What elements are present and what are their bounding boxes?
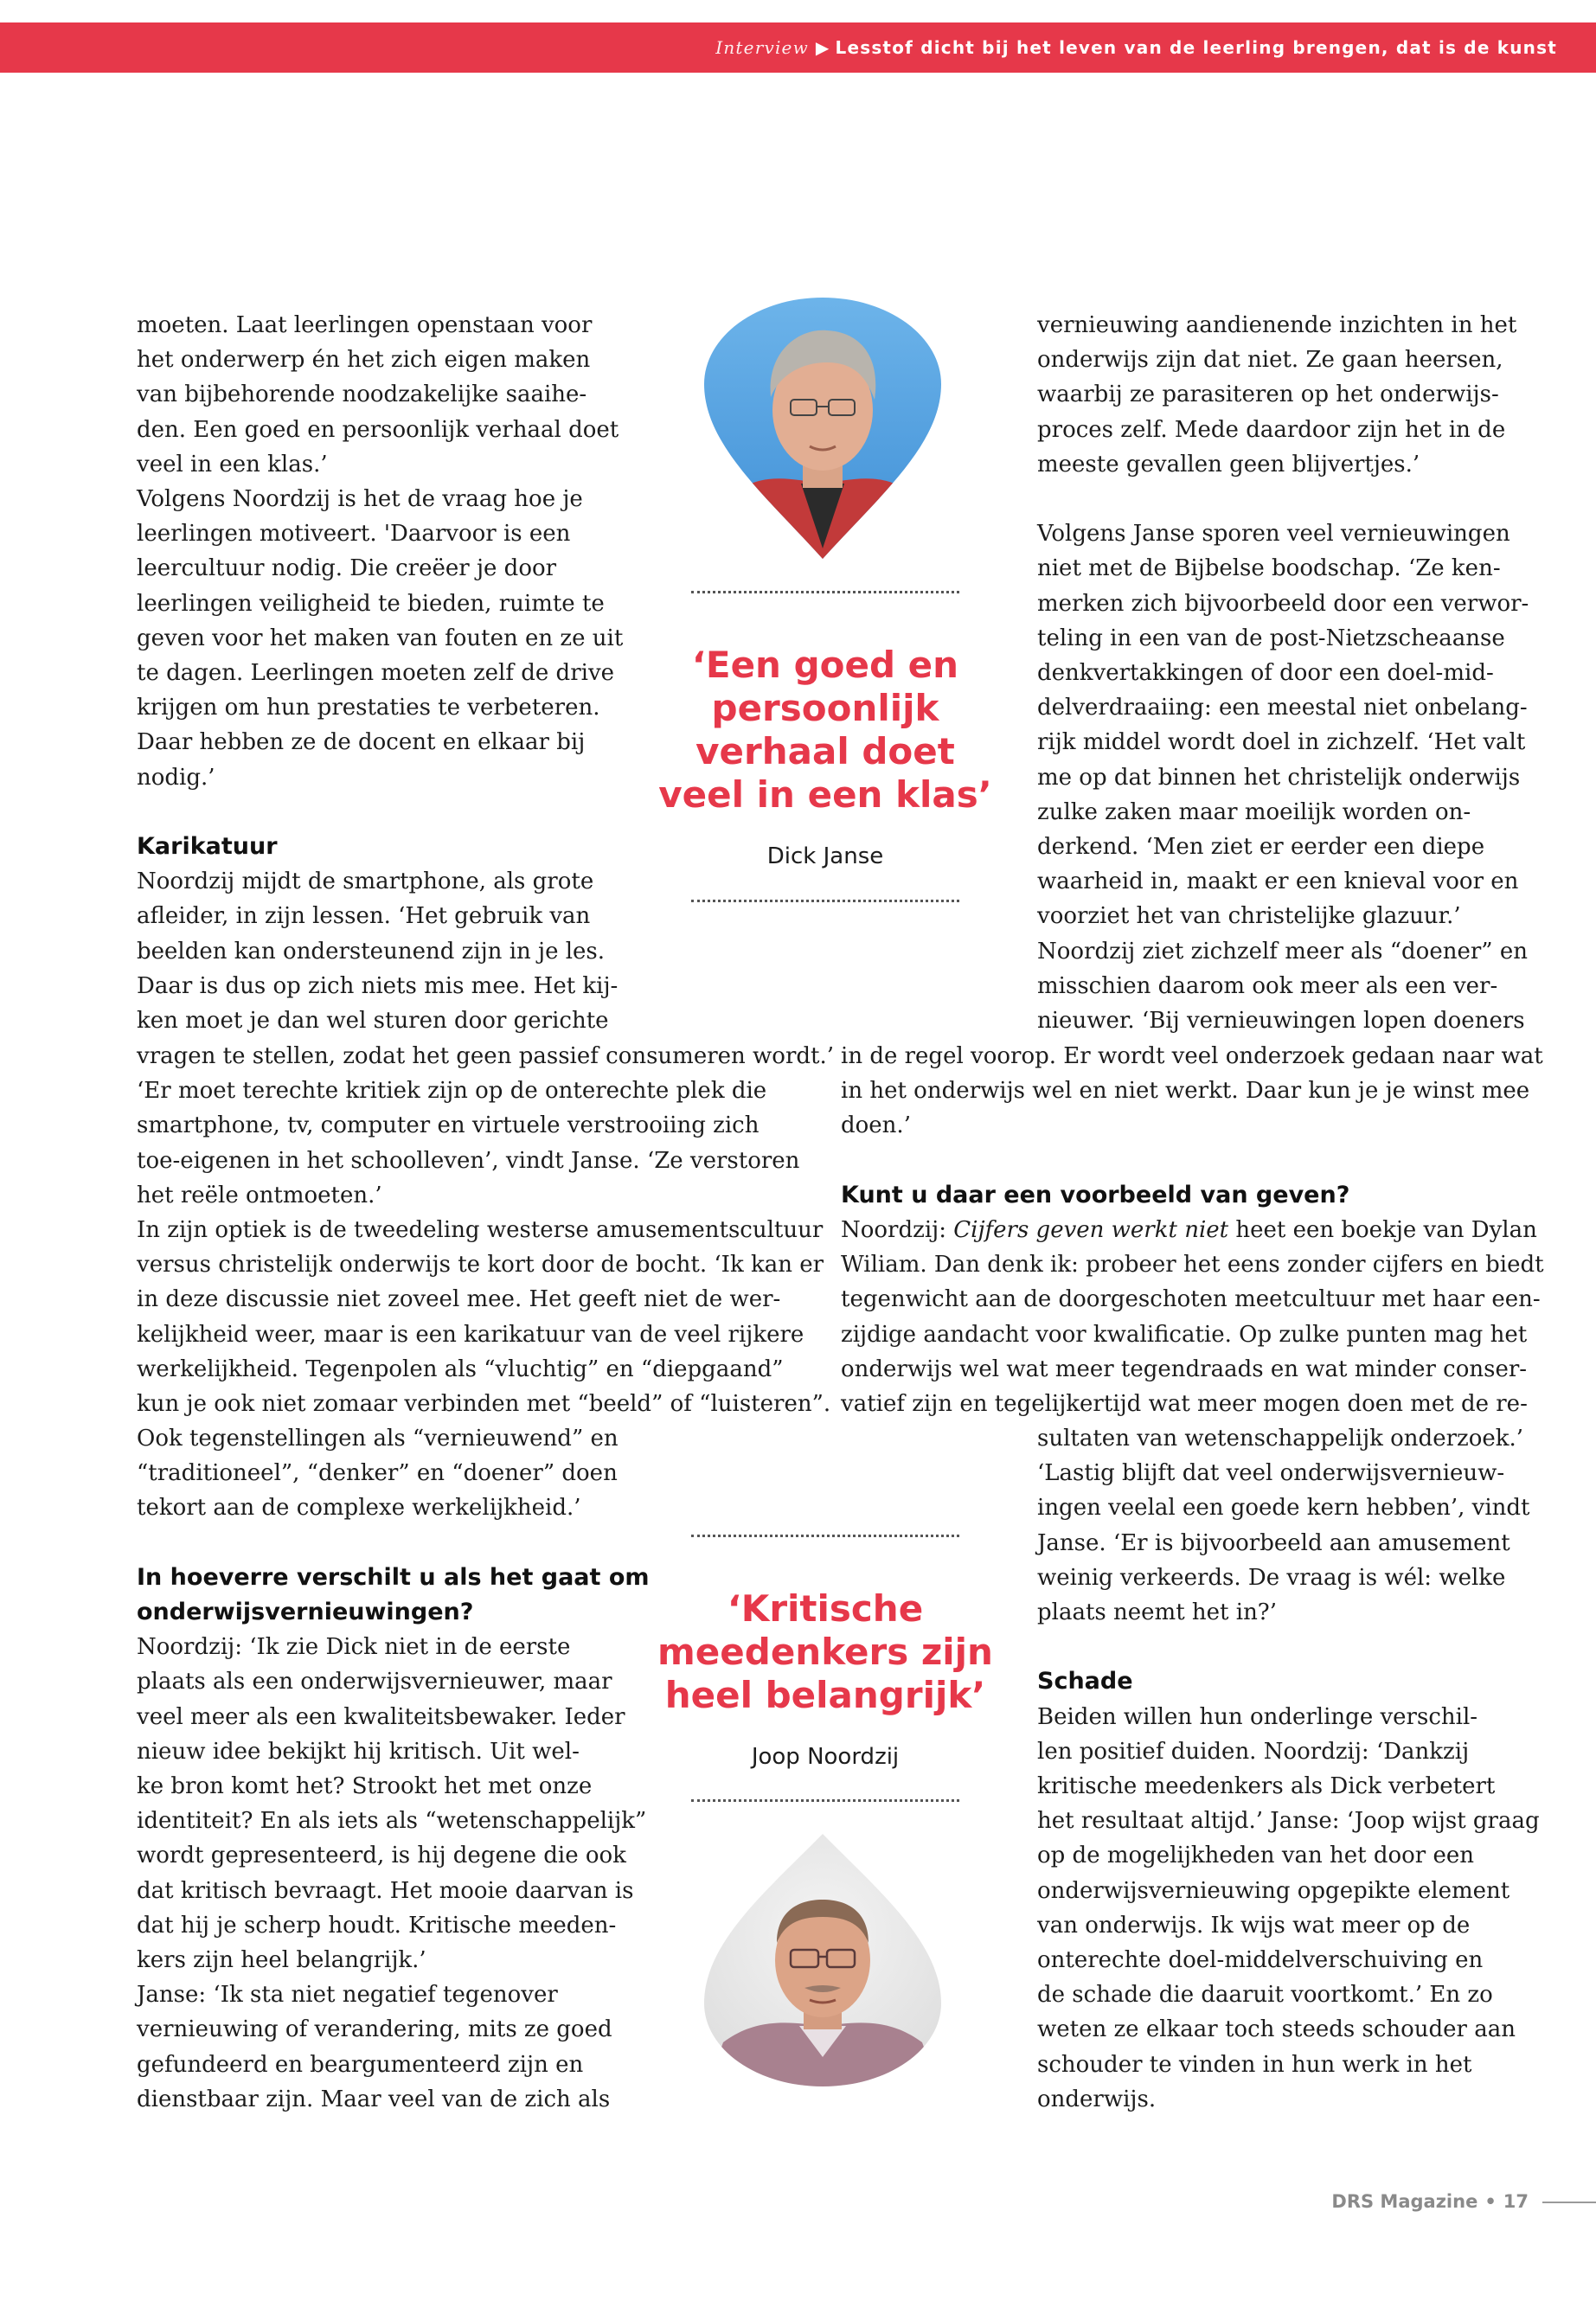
text-line: nieuwer. ‘Bij vernieuwingen lopen doeners [1037, 1008, 1525, 1035]
text-line: Noordzij: ‘Ik zie Dick niet in de eerste [137, 1634, 571, 1661]
portrait-joop-noordzij [697, 1830, 948, 2090]
article-title: Lesstof dicht bij het leven van de leerling brengen, dat is de kunst [835, 37, 1557, 58]
left-column-wide [137, 1039, 834, 1421]
text-line: het reële ontmoeten.’ [137, 1182, 382, 1208]
text-line: Janse: ‘Ik sta niet negatief tegenover [137, 1982, 558, 2009]
text-line: niet met de Bijbelse boodschap. ‘Ze ken- [1037, 555, 1501, 582]
text-line: Ook tegenstellingen als “vernieuwend” en [137, 1426, 619, 1452]
heading-verschil: In hoeverre verschilt u als het gaat om [137, 1563, 650, 1591]
quote-divider-bottom [691, 1799, 959, 1802]
text-line: veel in een klas.’ [137, 451, 328, 478]
text-line: onderwijsvernieuwing opgepikte element [1037, 1877, 1510, 1904]
text-line: weten ze elkaar toch steeds schouder aan [1037, 2016, 1516, 2043]
text-line: krijgen om hun prestaties te verbeteren. [137, 695, 600, 721]
text-line: Noordzij ziet zichzelf meer als “doener” en [1037, 938, 1528, 965]
quote-line: persoonlijk [711, 687, 939, 729]
text-span: heet een boekje van Dylan [1228, 1217, 1537, 1243]
text-line: Janse. ‘Er is bijvoorbeeld aan amusement [1037, 1529, 1510, 1556]
text-line: geven voor het maken van fouten en ze uit [137, 625, 624, 651]
text-line: versus christelijk onderwijs te kort door de bocht. ‘Ik kan er [137, 1252, 824, 1279]
text-line: veel meer als een kwaliteitsbewaker. Ieder [137, 1703, 625, 1730]
quote-line: ‘Kritische [727, 1587, 924, 1630]
text-line: Volgens Noordzij is het de vraag hoe je [137, 486, 583, 513]
heading-voorbeeld: Kunt u daar een voorbeeld van geven? [841, 1181, 1350, 1208]
arrow-right-icon: ▶ [815, 37, 830, 58]
text-line: leerlingen motiveert. 'Daarvoor is een [137, 521, 571, 548]
text-line: kritische meedenkers als Dick verbetert [1037, 1773, 1496, 1800]
paragraph-gap [137, 1526, 621, 1561]
text-line: merken zich bijvoorbeeld door een verwor- [1037, 590, 1529, 617]
text-line: op de mogelijkheden van het door een [1037, 1843, 1475, 1869]
paragraph-gap [137, 795, 621, 830]
text-line: len positief duiden. Noordzij: ‘Dankzij [1037, 1738, 1470, 1765]
text-line: plaats neemt het in?’ [1037, 1599, 1278, 1626]
page-number: 17 [1503, 2191, 1529, 2212]
text-line: waarbij ze parasiteren op het onderwijs- [1037, 381, 1499, 408]
text-line: van onderwijs. Ik wijs wat meer op de [1037, 1912, 1471, 1939]
header-content [715, 22, 1557, 73]
text-line: derkend. ‘Men ziet er eerder een diepe [1037, 834, 1485, 861]
text-line: Volgens Janse sporen veel vernieuwingen [1037, 521, 1510, 548]
text-span: Noordzij: [841, 1217, 954, 1243]
quote-divider-bottom [691, 900, 959, 902]
text-line: ‘Lastig blijft dat veel onderwijsvernieuw- [1037, 1460, 1505, 1487]
pull-quote-1 [635, 644, 1016, 817]
text-line: denkvertakkingen of door een doel-mid- [1037, 660, 1494, 687]
text-line: delverdraaiing: een meestal niet onbelang- [1037, 695, 1528, 721]
text-line: vragen te stellen, zodat het geen passief consumeren wordt.’ [137, 1043, 834, 1069]
right-column-bottom [1037, 1421, 1540, 2117]
text-line: ingen veelal een goede kern hebben’, vindt [1037, 1495, 1530, 1522]
portrait-dick-janse [697, 298, 948, 561]
text-line: den. Een goed en persoonlijk verhaal doet [137, 416, 619, 443]
text-line: beelden kan ondersteunend zijn in je les. [137, 938, 606, 965]
text-line: zijdige aandacht voor kwalificatie. Op zulke punten mag het [841, 1321, 1528, 1348]
text-line: identiteit? En als iets als “wetenschappelijk” [137, 1808, 647, 1835]
quote-divider-top [691, 591, 959, 593]
text-line: onderwijs wel wat meer tegendraads en wat minder conser- [841, 1356, 1528, 1382]
text-line [841, 1213, 1550, 1247]
quote-divider-top [691, 1535, 959, 1537]
text-line: in deze discussie niet zoveel mee. Het geeft niet de wer- [137, 1286, 781, 1313]
text-line: gefundeerd en beargumenteerd zijn en [137, 2051, 584, 2078]
magazine-name: DRS Magazine [1331, 2191, 1478, 2212]
text-line: smartphone, tv, computer en virtuele verstrooiing zich [137, 1112, 760, 1139]
paragraph-gap [1037, 1630, 1530, 1664]
heading-karikatuur: Karikatuur [137, 833, 278, 861]
right-column-top [1037, 308, 1529, 1038]
quote-author-1: Dick Janse [766, 843, 884, 869]
text-line: Wiliam. Dan denk ik: probeer het eens zonder cijfers en biedt [841, 1252, 1544, 1279]
text-line: “traditioneel”, “denker” en “doener” doen [137, 1460, 618, 1487]
section-label: Interview [715, 37, 809, 58]
quote-line: ‘Een goed en [691, 644, 959, 686]
header-bar [0, 22, 1596, 73]
quote-line: verhaal doet [695, 730, 955, 772]
text-line: de schade die daaruit voortkomt.’ En zo [1037, 1982, 1493, 2009]
text-line: leerlingen veiligheid te bieden, ruimte te [137, 590, 605, 617]
text-line: In zijn optiek is de tweedeling westerse amusementscultuur [137, 1217, 824, 1244]
text-line: kun je ook niet zomaar verbinden met “beeld” of “luisteren”. [137, 1391, 831, 1418]
text-line: zulke zaken maar moeilijk worden on- [1037, 798, 1471, 825]
text-line: ‘Er moet terechte kritiek zijn op de onterechte plek die [137, 1078, 767, 1105]
text-line: tegenwicht aan de doorgeschoten meetcultuur met haar een- [841, 1286, 1541, 1313]
text-line: het resultaat altijd.’ Janse: ‘Joop wijst graag [1037, 1808, 1540, 1835]
footer-rule [1542, 2202, 1596, 2203]
text-line: werkelijkheid. Tegenpolen als “vluchtig” en “diepgaand” [137, 1356, 784, 1382]
text-line: Beiden willen hun onderlinge verschil- [1037, 1703, 1478, 1730]
text-line: vernieuwing aandienende inzichten in het [1037, 312, 1517, 338]
text-line: misschien daarom ook meer als een ver- [1037, 972, 1498, 999]
text-line: wordt gepresenteerd, is hij degene die ook [137, 1843, 626, 1869]
text-line: toe-eigenen in het schoolleven’, vindt Janse. ‘Ze verstoren [137, 1147, 800, 1174]
text-line: waarheid in, maakt er een knieval voor en [1037, 868, 1519, 895]
text-line: vernieuwing of verandering, mits ze goed [137, 2016, 612, 2043]
text-line: ken moet je dan wel sturen door gerichte [137, 1008, 609, 1035]
text-line: meeste gevallen geen blijvertjes.’ [1037, 451, 1420, 478]
text-line: afleider, in zijn lessen. ‘Het gebruik van [137, 903, 591, 930]
text-line: kers zijn heel belangrijk.’ [137, 1947, 426, 1974]
text-line: rijk middel wordt doel in zichzelf. ‘Het valt [1037, 729, 1526, 756]
text-line: kelijkheid weer, maar is een karikatuur van de veel rijkere [137, 1321, 804, 1348]
text-line: in het onderwijs wel en niet werkt. Daar kun je je winst mee [841, 1078, 1530, 1105]
text-line: vatief zijn en tegelijkertijd wat meer mogen doen met de re- [841, 1391, 1528, 1418]
text-line: ke bron komt het? Strookt het met onze [137, 1773, 593, 1800]
text-line: dat hij je scherp houdt. Kritische meeden- [137, 1912, 617, 1939]
bullet-separator: • [1484, 2191, 1497, 2212]
text-line: dienstbaar zijn. Maar veel van de zich als [137, 2086, 611, 2112]
text-line: me op dat binnen het christelijk onderwijs [1037, 764, 1521, 791]
text-line: het onderwerp én het zich eigen maken [137, 347, 591, 374]
left-column-bottom [137, 1421, 650, 2117]
text-line: Noordzij mijdt de smartphone, als grote [137, 868, 594, 895]
text-line: teling in een van de post-Nietzscheaanse [1037, 625, 1505, 651]
text-line: in de regel voorop. Er wordt veel onderzoek gedaan naar wat [841, 1043, 1543, 1069]
heading-verschil-2: onderwijsvernieuwingen? [137, 1599, 474, 1625]
text-line: van bijbehorende noodzakelijke saaihe- [137, 381, 587, 408]
text-line: sultaten van wetenschappelijk onderzoek.’ [1037, 1426, 1524, 1452]
text-line: nieuw idee bekijkt hij kritisch. Uit wel- [137, 1738, 580, 1765]
heading-schade: Schade [1037, 1668, 1133, 1695]
text-line: moeten. Laat leerlingen openstaan voor [137, 312, 593, 338]
paragraph-gap [841, 1144, 1550, 1178]
text-line: doen.’ [841, 1112, 911, 1139]
text-line: voorziet het van christelijke glazuur.’ [1037, 903, 1461, 930]
text-line: proces zelf. Mede daardoor zijn het in de [1037, 416, 1506, 443]
text-line: tekort aan de complexe werkelijkheid.’ [137, 1495, 581, 1522]
quote-author-2: Joop Noordzij [751, 1744, 900, 1770]
quote-line: heel belangrijk’ [664, 1674, 986, 1716]
pull-quote-2 [635, 1587, 1016, 1717]
text-line: dat kritisch bevraagt. Het mooie daarvan is [137, 1877, 634, 1904]
text-line: Daar hebben ze de docent en elkaar bij [137, 729, 586, 756]
text-line: onterechte doel-middelverschuiving en [1037, 1947, 1484, 1974]
text-line: leercultuur nodig. Die creëer je door [137, 555, 557, 582]
text-line: weinig verkeerds. De vraag is wél: welke [1037, 1564, 1506, 1591]
right-column-wide [841, 1039, 1550, 1421]
text-line: onderwijs zijn dat niet. Ze gaan heersen, [1037, 347, 1503, 374]
page-footer [1331, 2184, 1596, 2219]
text-line: plaats als een onderwijsvernieuwer, maar [137, 1669, 612, 1695]
quote-line: veel in een klas’ [658, 773, 992, 816]
text-line: Daar is dus op zich niets mis mee. Het kij- [137, 972, 619, 999]
quote-line: meedenkers zijn [657, 1631, 993, 1673]
paragraph-gap [1037, 482, 1522, 516]
text-line: te dagen. Leerlingen moeten zelf de drive [137, 660, 615, 687]
book-title: Cijfers geven werkt niet [953, 1217, 1229, 1243]
text-line: onderwijs. [1037, 2086, 1157, 2112]
left-column-top [137, 308, 624, 1038]
text-line: schouder te vinden in hun werk in het [1037, 2051, 1472, 2078]
text-line: nodig.’ [137, 764, 215, 791]
